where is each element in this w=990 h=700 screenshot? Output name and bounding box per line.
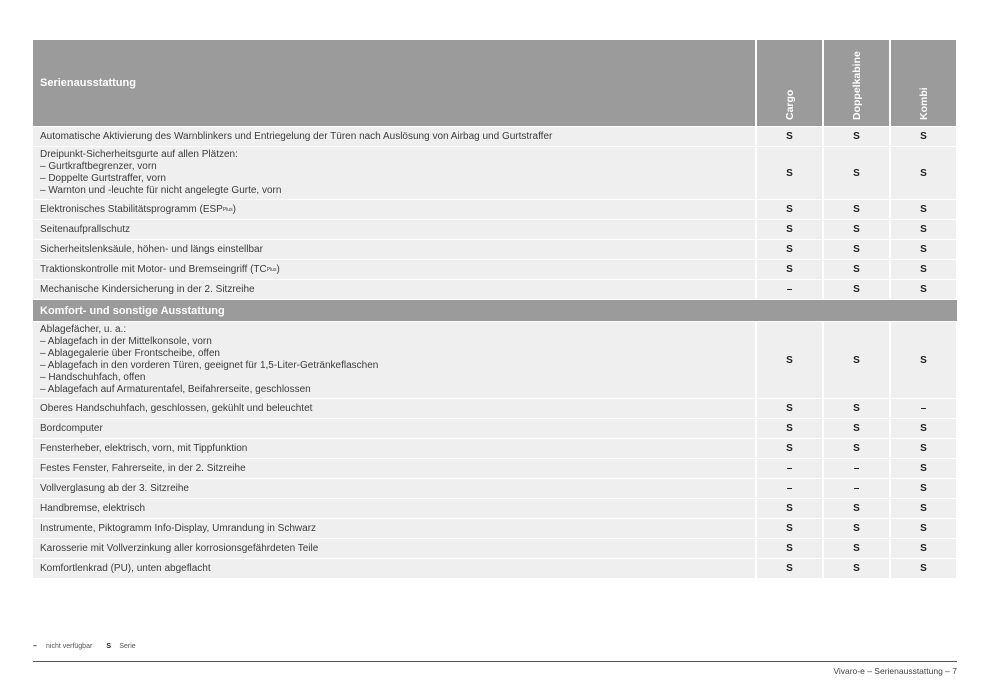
table-row: Mechanische Kindersicherung in der 2. Sitzreihe – S S <box>33 280 957 299</box>
table-row: Festes Fenster, Fahrerseite, in der 2. Sitzreihe – – S <box>33 459 957 478</box>
legend-dash-symbol: – <box>33 643 37 650</box>
table-row: Komfortlenkrad (PU), unten abgeflacht S S S <box>33 559 957 578</box>
table-row: Sicherheitslenksäule, höhen- und längs einstellbar S S S <box>33 240 957 259</box>
table-row: Dreipunkt-Sicherheitsgurte auf allen Plätzen: – Gurtkraftbegrenzer, vorn – Doppelte Gurtstraffer, vorn – Warnton und -leuchte für nicht angelegte Gurte, vorn S S S <box>33 147 957 199</box>
table-row: Handbremse, elektrisch S S S <box>33 499 957 518</box>
table-row: Bordcomputer S S S <box>33 419 957 438</box>
table-row: Vollverglasung ab der 3. Sitzreihe – – S <box>33 479 957 498</box>
column-header-kombi: Kombi <box>891 40 956 126</box>
equipment-table <box>33 40 957 579</box>
footer-divider <box>33 661 957 662</box>
table-row: Automatische Aktivierung des Warnblinkers und Entriegelung der Türen nach Auslösung von Airbag und Gurtstraffer S S S <box>33 127 957 146</box>
legend-s-symbol: S <box>106 643 111 650</box>
section-header-comfort: Komfort- und sonstige Ausstattung <box>33 300 957 321</box>
legend-dash-text: nicht verfügbar <box>46 643 93 650</box>
table-row: Seitenaufprallschutz S S S <box>33 220 957 239</box>
legend <box>33 643 136 650</box>
header-title: Serienausstattung <box>33 40 755 126</box>
column-header-cargo: Cargo <box>757 40 822 126</box>
table-row: Ablagefächer, u. a.: – Ablagefach in der Mittelkonsole, vorn – Ablagegalerie über Frontscheibe, offen – Ablagefach in den vorderen Türen, geeignet für 1,5-Liter-Getränkeflaschen – Handschuhfach, offen – Ablagefach auf Armaturentafel, Beifahrerseite, geschlossen S S S <box>33 322 957 398</box>
table-header <box>33 40 957 126</box>
legend-s-text: Serie <box>119 643 136 650</box>
table-row: Fensterheber, elektrisch, vorn, mit Tippfunktion S S S <box>33 439 957 458</box>
table-row: Elektronisches Stabilitätsprogramm (ESP Plus ) S S S <box>33 200 957 219</box>
page-footer: Vivaro-e – Serienausstattung – 7 <box>833 666 957 676</box>
table-row: Karosserie mit Vollverzinkung aller korrosionsgefährdeten Teile S S S <box>33 539 957 558</box>
column-header-doppelkabine: Doppelkabine <box>824 40 889 126</box>
table-row: Oberes Handschuhfach, geschlossen, gekühlt und beleuchtet S S – <box>33 399 957 418</box>
table-row: Instrumente, Piktogramm Info-Display, Umrandung in Schwarz S S S <box>33 519 957 538</box>
table-row: Traktionskontrolle mit Motor- und Bremseingriff (TC Plus ) S S S <box>33 260 957 279</box>
